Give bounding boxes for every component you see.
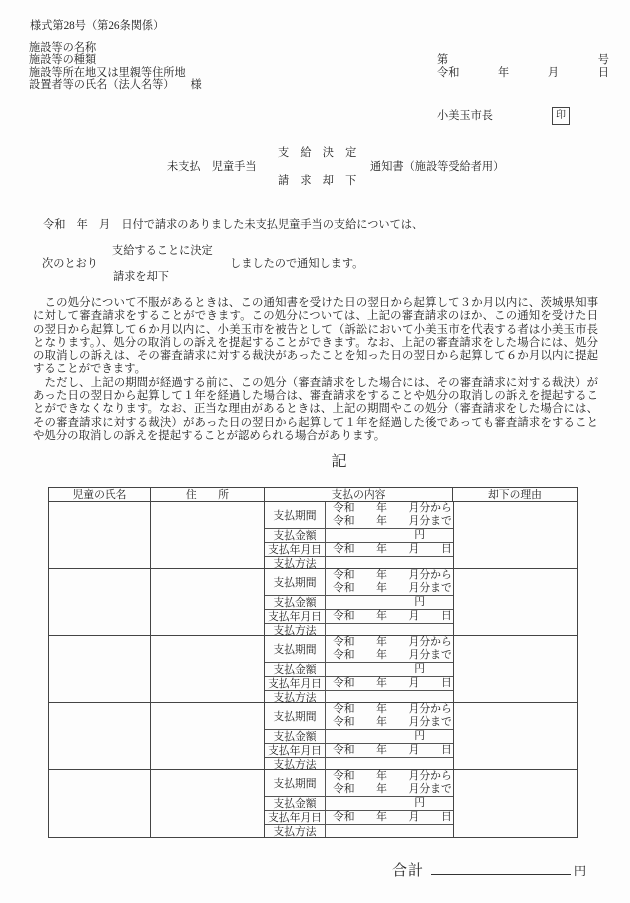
payment-method-label: 支払方法 (265, 557, 326, 569)
payment-period-row (265, 636, 453, 663)
child-record-row (49, 770, 577, 837)
child-record-row (49, 502, 577, 569)
payment-date-label: 支払年月日 (265, 543, 326, 556)
payment-period-row (265, 770, 453, 797)
payment-amount-value: 円 (414, 730, 425, 742)
honorific: 様 (190, 79, 202, 92)
payment-amount-value: 円 (414, 596, 425, 608)
payment-period-label: 支払期間 (265, 770, 326, 796)
period-from: 令和 年 月分から (333, 770, 452, 782)
period-from: 令和 年 月分から (333, 569, 452, 581)
address-cell (151, 636, 265, 702)
child-name-cell (49, 770, 151, 837)
issuer-name: 小美玉市長 (437, 110, 493, 122)
payment-amount-value: 円 (414, 663, 425, 675)
header-child-name: 児童の氏名 (49, 488, 151, 501)
payment-period-label: 支払期間 (265, 502, 326, 528)
intro-lead: 次のとおり (42, 258, 98, 270)
child-name-cell (49, 703, 151, 769)
payment-method-value (326, 825, 453, 837)
document-date-line (437, 67, 609, 80)
addressee-line-founder-name (29, 79, 202, 91)
child-name-cell (49, 569, 151, 635)
period-to: 令和 年 月分まで (333, 716, 452, 728)
address-cell (151, 770, 265, 837)
total-unit: 円 (574, 864, 587, 878)
payment-period-label: 支払期間 (265, 703, 326, 729)
appeal-notice-paragraphs (33, 297, 598, 443)
payment-amount-row (265, 730, 453, 744)
period-from: 令和 年 月分から (333, 502, 452, 514)
payment-method-row (265, 758, 453, 770)
payment-table (48, 487, 578, 838)
payment-date-label: 支払年月日 (265, 744, 326, 757)
payment-period-row (265, 703, 453, 730)
address-cell (151, 502, 265, 568)
payment-amount-row (265, 797, 453, 811)
rejection-reason-cell (454, 636, 577, 702)
payment-amount-value: 円 (414, 529, 425, 541)
doc-number-prefix: 第 (437, 54, 449, 66)
payment-details-cell (265, 502, 454, 568)
intro-option-rejected: 請求を却下 (113, 271, 169, 283)
address-cell (151, 703, 265, 769)
payment-date-label: 支払年月日 (265, 811, 326, 824)
payment-period-value (326, 502, 453, 528)
address-cell (151, 569, 265, 635)
total-amount-blank (431, 860, 571, 875)
addressee-line-facility-type: 施設等の種類 (29, 54, 97, 67)
payment-date-value: 令和 年 月 日 (333, 543, 452, 555)
payment-amount-row (265, 663, 453, 677)
payment-amount-label: 支払金額 (265, 596, 326, 609)
period-from: 令和 年 月分から (333, 636, 452, 648)
payment-method-label: 支払方法 (265, 825, 326, 837)
table-body (49, 502, 577, 837)
ki-heading: 記 (331, 454, 349, 470)
payment-period-row (265, 502, 453, 529)
title-right: 通知書（施設等受給者用） (370, 161, 505, 173)
child-name-cell (49, 636, 151, 702)
payment-amount-value: 円 (414, 797, 425, 809)
payment-method-value (326, 624, 453, 636)
period-from: 令和 年 月分から (333, 703, 452, 715)
payment-details-cell (265, 569, 454, 635)
payment-amount-label: 支払金額 (265, 797, 326, 810)
date-year: 年 (498, 67, 510, 79)
payment-period-value (326, 636, 453, 662)
rejection-reason-cell (454, 569, 577, 635)
payment-method-value (326, 758, 453, 770)
child-record-row (49, 703, 577, 770)
appeal-paragraph-1: この処分について不服があるときは、この通知書を受けた日の翌日から起算して３か月以内に、茨城県知事に対して審査請求をすることができます。この処分については、上記の審査請求のほか、この通知を受けた日の翌日から起算して６か月以内に、小美玉市を被告として（訴訟において小美玉市を代表する者は小美玉市長となります。）、処分の取消しの訴えを提起することができます。なお、上記の審査請求をした場合には、処分の取消しの訴えは、その審査請求に対する裁決があったことを知った日の翌日から起算して６か月以内に提起することができます。 (33, 297, 598, 376)
payment-amount-label: 支払金額 (265, 663, 326, 676)
intro-option-decided: 支給することに決定 (112, 245, 213, 257)
payment-method-label: 支払方法 (265, 758, 326, 770)
payment-date-value: 令和 年 月 日 (333, 744, 452, 756)
header-address: 住 所 (151, 488, 265, 501)
payment-method-row (265, 825, 453, 837)
payment-method-row (265, 557, 453, 569)
payment-method-label: 支払方法 (265, 691, 326, 703)
title-left: 未支払 児童手当 (167, 161, 257, 173)
payment-details-cell (265, 770, 454, 837)
title-option-claim-rejection: 請 求 却 下 (278, 175, 357, 187)
payment-amount-row (265, 596, 453, 610)
payment-method-value (326, 557, 453, 569)
addressee-block (29, 42, 202, 92)
payment-amount-label: 支払金額 (265, 529, 326, 542)
payment-date-value: 令和 年 月 日 (333, 610, 452, 622)
payment-period-label: 支払期間 (265, 636, 326, 662)
payment-method-row (265, 691, 453, 703)
form-number: 様式第28号（第26条関係） (30, 20, 165, 32)
intro-date-line: 令和 年 月 日付で請求のありました未支払児童手当の支給については、 (43, 219, 424, 231)
date-day: 日 (597, 67, 609, 79)
header-payment-details: 支払の内容 (265, 488, 453, 501)
intro-tail: しましたので通知します。 (230, 258, 364, 270)
payment-period-value (326, 569, 453, 595)
addressee-line-facility-name: 施設等の名称 (29, 42, 97, 54)
header-rejection-reason: 却下の理由 (488, 489, 542, 501)
payment-details-cell (265, 703, 454, 769)
payment-date-label: 支払年月日 (265, 677, 326, 690)
rejection-reason-cell (454, 770, 577, 837)
payment-period-row (265, 569, 453, 596)
rejection-reason-cell (454, 502, 577, 568)
child-name-cell (49, 502, 151, 568)
period-to: 令和 年 月分まで (333, 649, 452, 661)
total-line (392, 859, 586, 880)
payment-date-value: 令和 年 月 日 (333, 677, 452, 689)
doc-number-suffix: 号 (597, 54, 609, 66)
total-label: 合計 (392, 863, 425, 879)
payment-method-label: 支払方法 (265, 624, 326, 636)
payment-method-row (265, 624, 453, 636)
rejection-reason-cell (454, 703, 577, 769)
payment-amount-row (265, 529, 453, 543)
date-era: 令和 (437, 67, 460, 79)
seal-box: 印 (552, 107, 570, 125)
period-to: 令和 年 月分まで (333, 515, 452, 527)
founder-name-label: 設置者等の氏名（法人名等） (29, 79, 175, 92)
payment-method-value (326, 691, 453, 703)
table-header-row (49, 488, 577, 502)
payment-date-label: 支払年月日 (265, 610, 326, 623)
date-month: 月 (547, 67, 560, 79)
payment-date-value: 令和 年 月 日 (333, 811, 452, 823)
payment-period-label: 支払期間 (265, 569, 326, 595)
period-to: 令和 年 月分まで (333, 783, 452, 795)
payment-details-cell (265, 636, 454, 702)
period-to: 令和 年 月分まで (333, 582, 452, 594)
title-option-payment-decision: 支 給 決 定 (278, 147, 357, 159)
payment-period-value (326, 770, 453, 796)
child-record-row (49, 569, 577, 636)
appeal-paragraph-2: ただし、上記の期間が経過する前に、この処分（審査請求をした場合には、その審査請求に対する裁決）があった日の翌日から起算して１年を経過した場合は、審査請求をすることや処分の取消しの訴えを提起することができなくなります。なお、正当な理由があるときは、上記の期間やこの処分（審査請求をした場合には、その審査請求に対する裁決）があった日の翌日から起算して１年を経過した後であっても審査請求をすることや処分の取消しの訴えを提起することが認められる場合があります。 (33, 376, 598, 442)
child-record-row (49, 636, 577, 703)
addressee-line-facility-address: 施設等所在地又は里親等住所地 (29, 66, 186, 79)
payment-period-value (326, 703, 453, 729)
payment-amount-label: 支払金額 (265, 730, 326, 743)
document-number-line (437, 54, 609, 67)
